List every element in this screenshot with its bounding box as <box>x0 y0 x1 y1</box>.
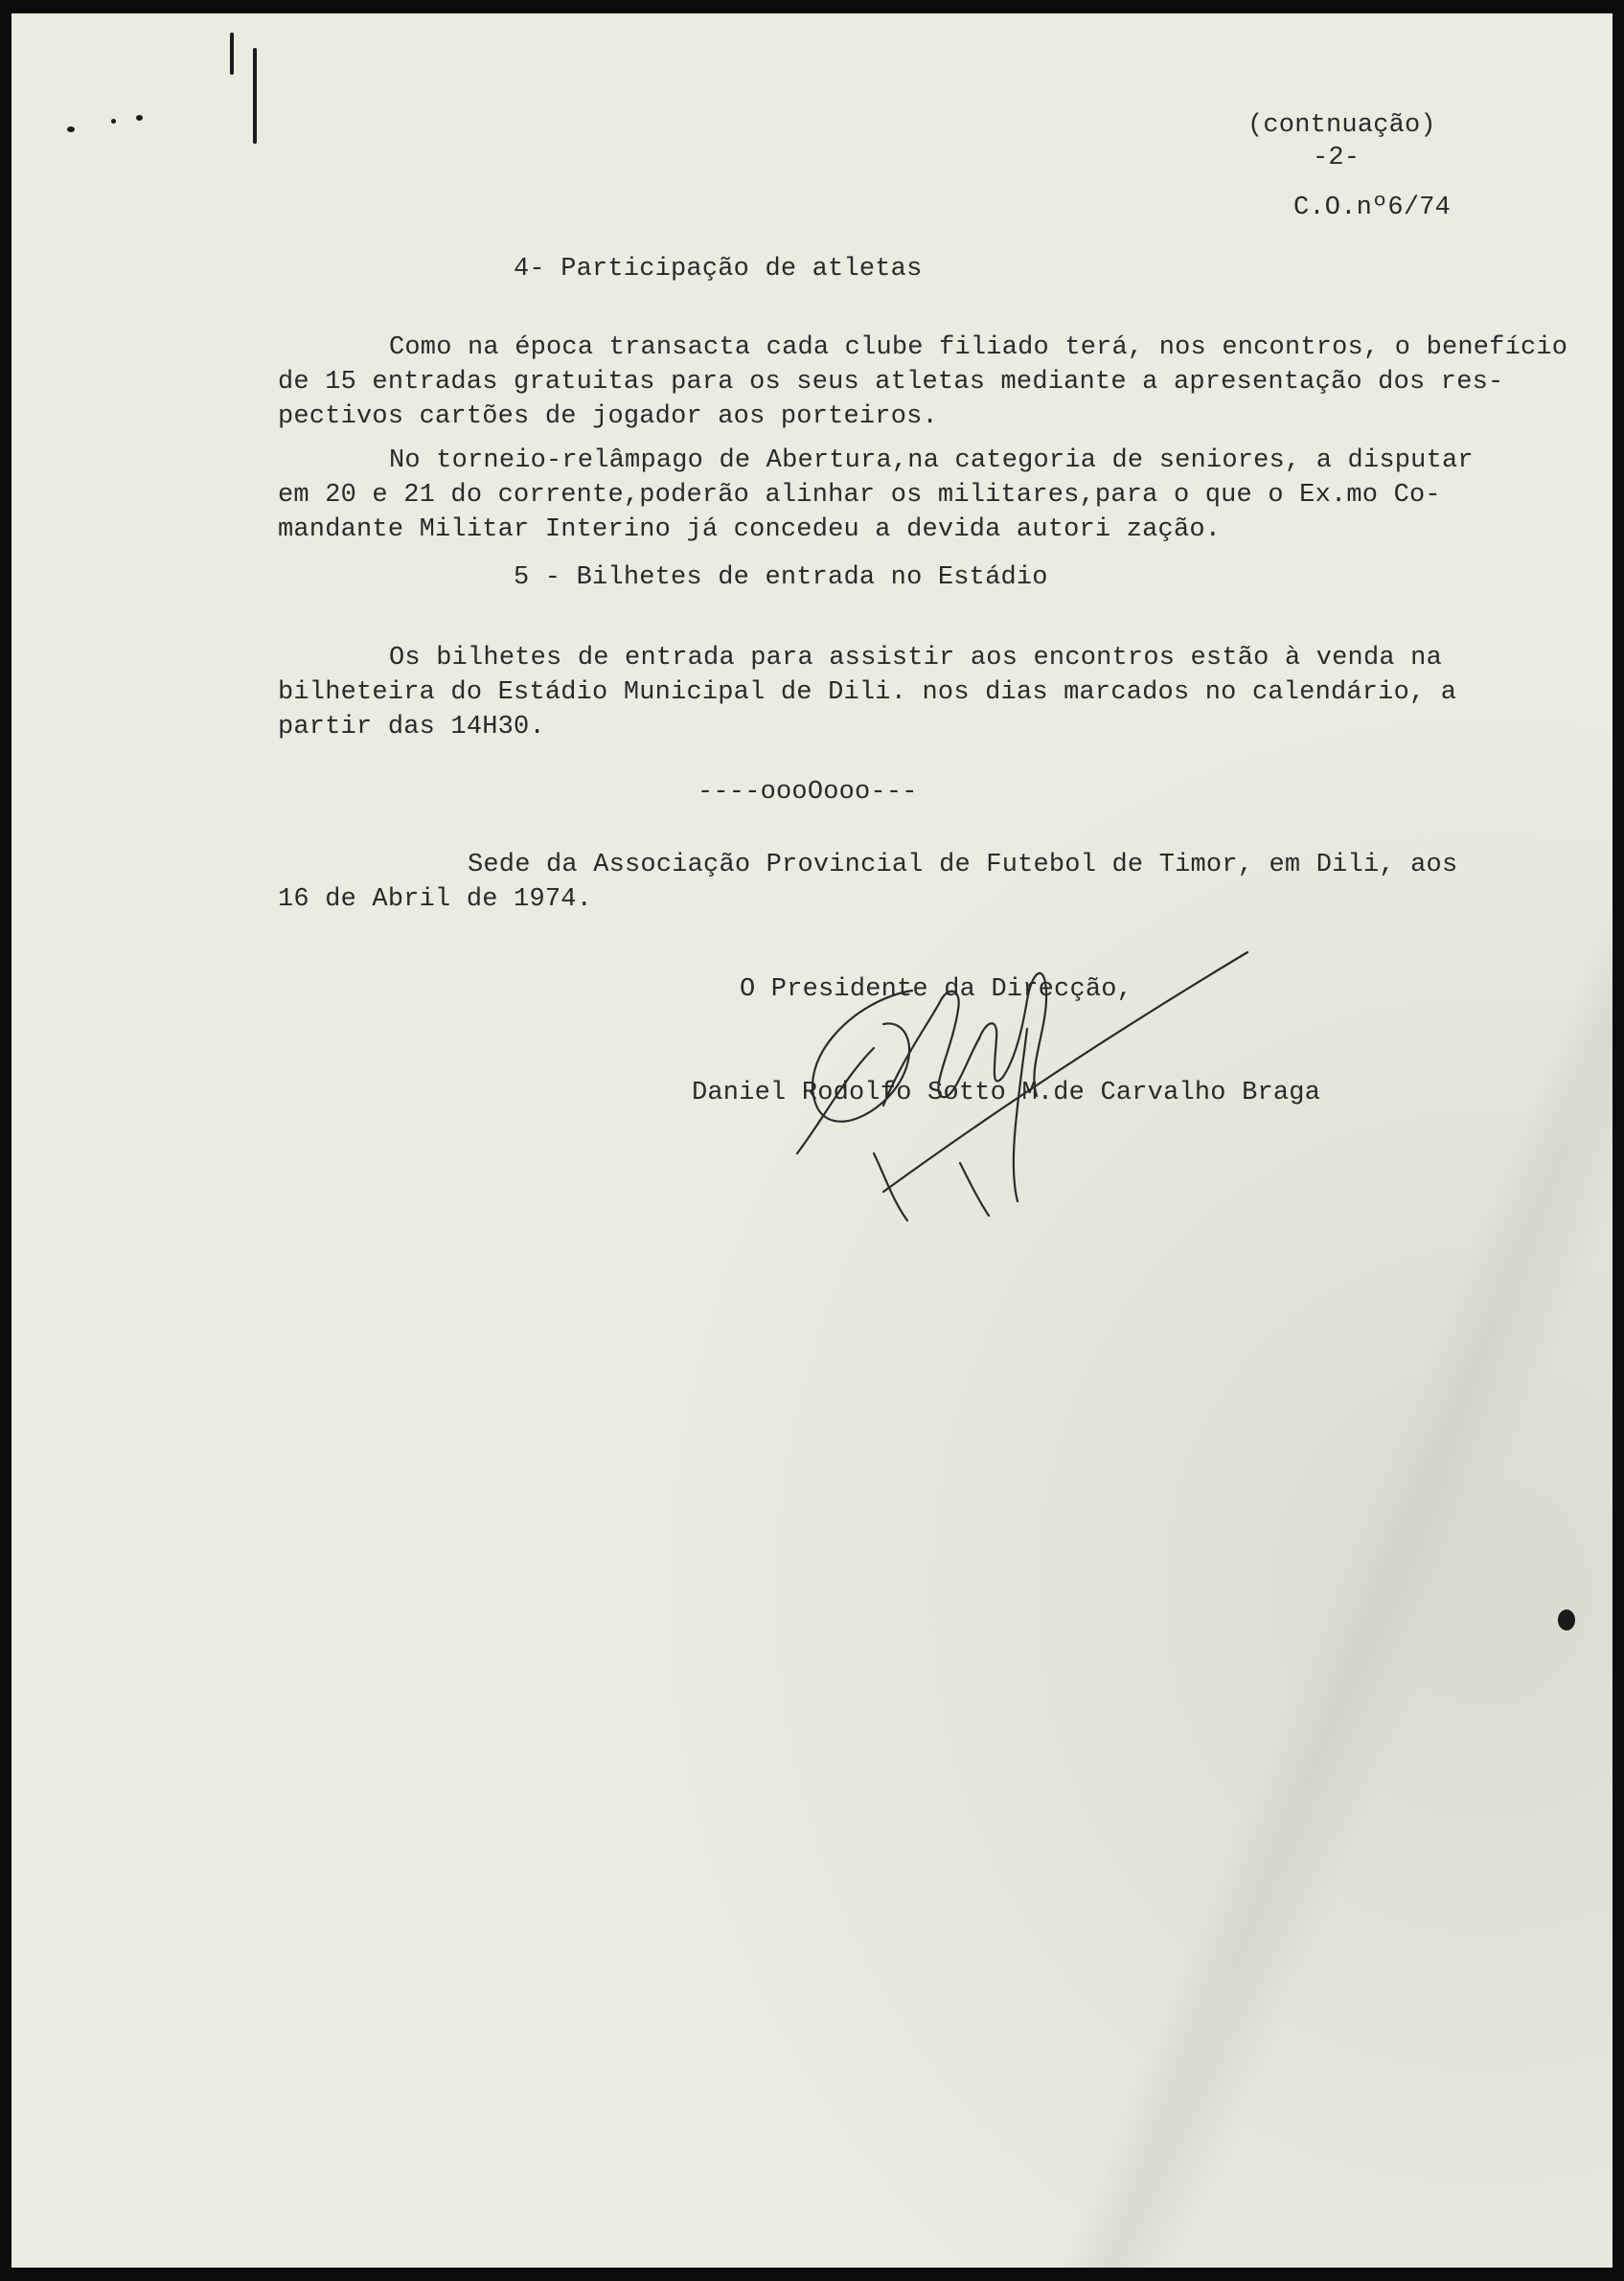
document-page <box>11 13 1613 2268</box>
edge-mark <box>111 119 116 124</box>
ink-spot <box>1558 1609 1575 1631</box>
section-4-line: mandante Militar Interino já concedeu a devida autori zação. <box>278 515 1222 544</box>
section-5-line: Os bilhetes de entrada para assistir aos encontros estão à venda na <box>389 644 1442 673</box>
section-4-line: de 15 entradas gratuitas para os seus atletas mediante a apresentação dos res- <box>278 368 1504 397</box>
section-4-line: Como na época transacta cada clube filiado terá, nos encontros, o benefício <box>389 333 1568 362</box>
section-5-heading: 5 - Bilhetes de entrada no Estádio <box>514 563 1048 592</box>
section-4-heading: 4- Participação de atletas <box>514 255 923 284</box>
separator-line: ----oooOooo--- <box>698 778 918 807</box>
closing-line: 16 de Abril de 1974. <box>278 885 593 914</box>
signatory-name: Daniel Rodolfo Sotto M.de Carvalho Braga <box>692 1079 1321 1107</box>
reference-number: C.O.nº6/74 <box>1293 194 1452 222</box>
section-5-line: partir das 14H30. <box>278 713 545 741</box>
handwritten-signature <box>740 914 1276 1240</box>
continuation-label: (contnuação) <box>1247 111 1436 140</box>
closing-line: Sede da Associação Provincial de Futebol de Timor, em Dili, aos <box>468 851 1458 879</box>
section-4-line: em 20 e 21 do corrente,poderão alinhar os militares,para o que o Ex.mo Co- <box>278 481 1441 510</box>
section-4-line: pectivos cartões de jogador aos porteiros. <box>278 402 938 431</box>
staple-mark <box>253 48 257 144</box>
staple-mark <box>230 33 234 75</box>
page-number: -2- <box>1313 144 1361 172</box>
section-5-line: bilheteira do Estádio Municipal de Dili. nos dias marcados no calendário, a <box>278 678 1457 707</box>
section-4-line: No torneio-relâmpago de Abertura,na categoria de seniores, a disputar <box>389 446 1474 475</box>
edge-mark <box>136 115 143 121</box>
edge-mark <box>67 126 75 132</box>
signatory-role: O Presidente da Direcção, <box>740 975 1133 1004</box>
